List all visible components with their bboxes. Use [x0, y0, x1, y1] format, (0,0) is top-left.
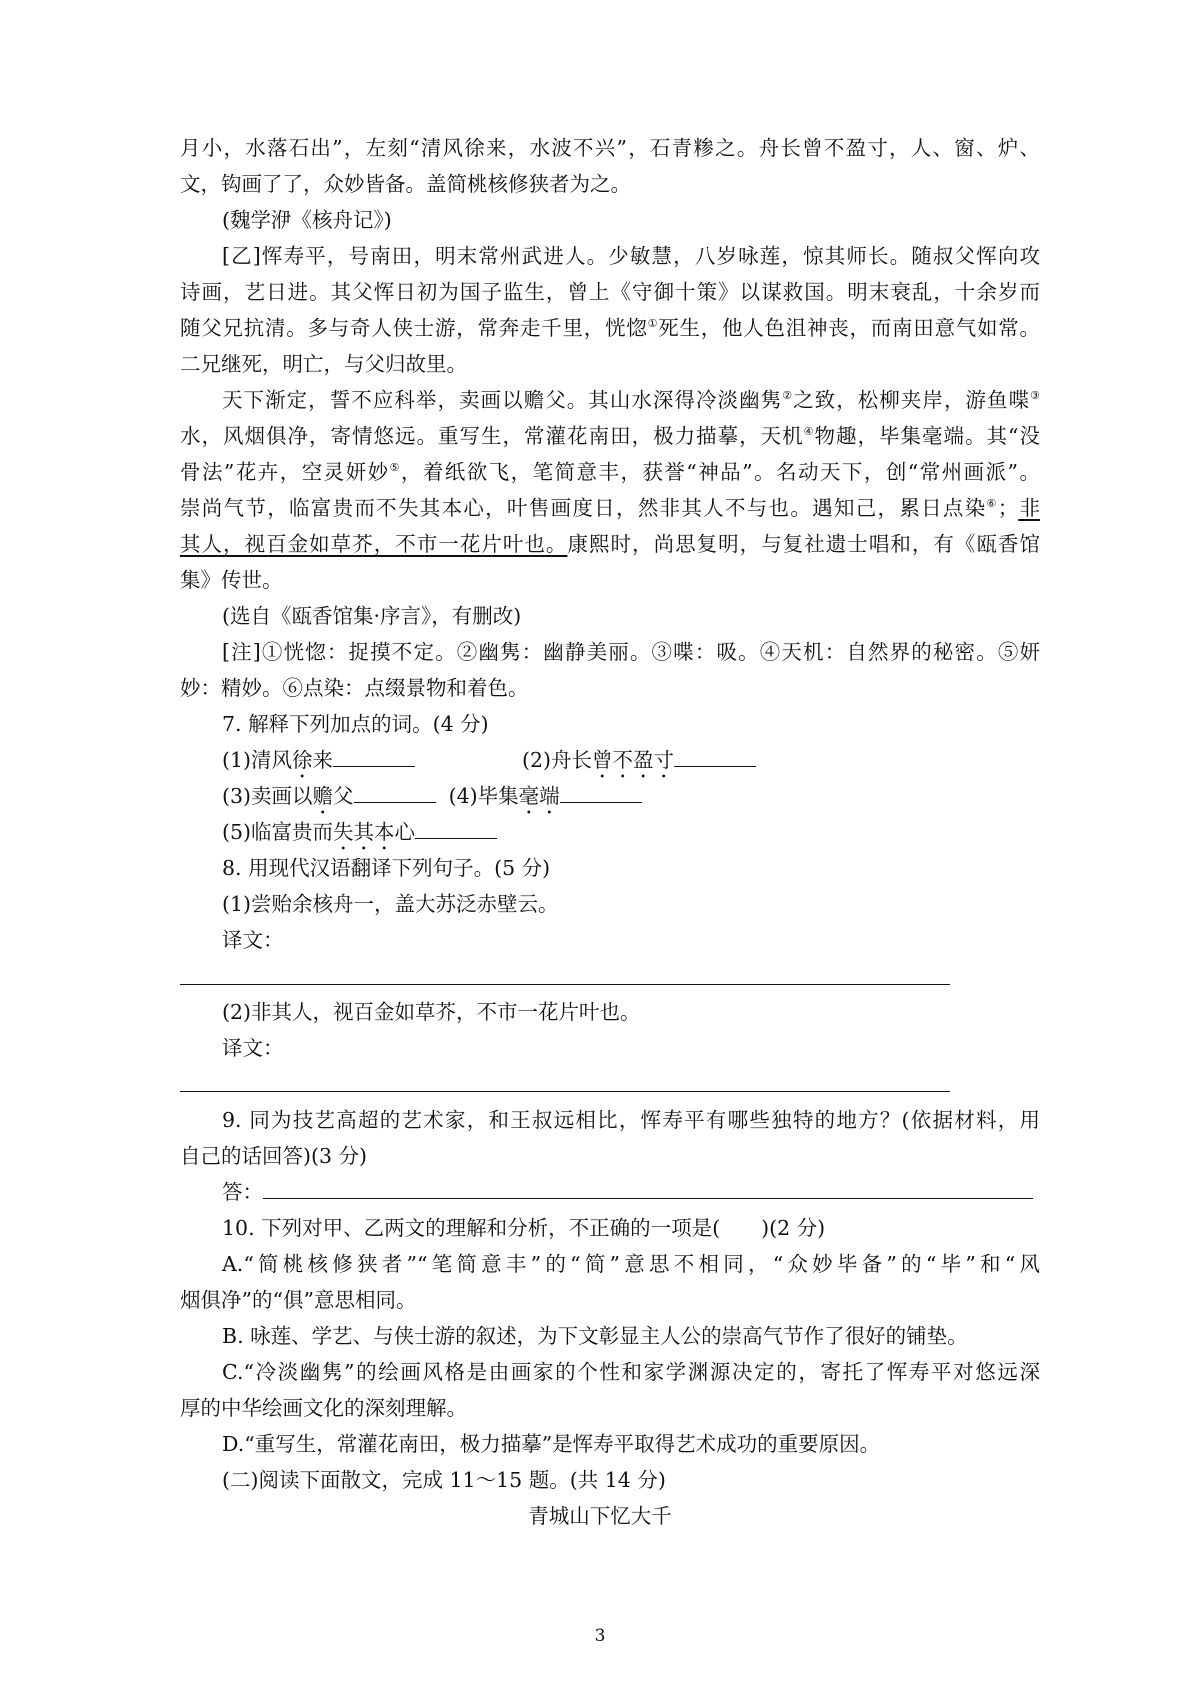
footnote-marker-2: ②	[782, 389, 794, 402]
q10-option-a-line-1: A.“简桃核修狭者”“笔简意丰”的“简”意思不相同，“众妙毕备”的“毕”和“风	[222, 1252, 1040, 1276]
q10-option-d: D.“重写生，常灌花南田，极力描摹”是恽寿平取得艺术成功的重要原因。	[222, 1432, 881, 1456]
q10-option-c-line-1: C.“冷淡幽隽”的绘画风格是由画家的个性和家学渊源决定的，寄托了恽寿平对悠远深	[222, 1360, 1040, 1384]
q8-answer-line-2[interactable]	[180, 1091, 950, 1092]
yi-p2-line-3b: ，着纸欲飞，笔简意丰，获誉“神品”。名动天下，创“常州画派”。	[400, 460, 1040, 484]
q7-item-5-dotted: 失其本	[333, 820, 395, 844]
q7-item-1-blank[interactable]	[333, 744, 415, 767]
yi-p1-line-3b: 死生，他人色沮神丧，而南田意气如常。	[658, 316, 1041, 340]
footnote-marker-1: ①	[647, 317, 659, 330]
q9-line-1: 9. 同为技艺高超的艺术家，和王叔远相比，恽寿平有哪些独特的地方？(依据材料，用	[222, 1108, 1040, 1132]
q8-stem: 8. 用现代汉语翻译下列句子。(5 分)	[222, 856, 551, 880]
essay-title: 青城山下忆大千	[528, 1504, 672, 1528]
footnote-marker-3: ③	[1030, 389, 1041, 402]
q9-answer-line[interactable]	[263, 1176, 1033, 1199]
yi-p2-line-6: 集》传世。	[180, 568, 283, 592]
jia-source: (魏学洢《核舟记》)	[222, 208, 392, 232]
q7-item-3-tail: 父	[333, 784, 354, 808]
q7-item-5-blank[interactable]	[415, 816, 497, 839]
yi-p2-line-1	[222, 384, 1040, 416]
yi-source: (选自《瓯香馆集·序言》，有删改)	[222, 604, 522, 628]
q10-option-b: B. 咏莲、学艺、与侠士游的叙述，为下文彰显主人公的崇高气节作了很好的铺垫。	[222, 1324, 968, 1348]
yi-p2-line-2	[180, 420, 1040, 452]
q7-item-4	[449, 784, 642, 808]
yi-p2-line-4a: 崇尚气节，临富贵而不失其本心，叶售画度日，然非其人不与也。遇知己，累日点染	[180, 496, 987, 520]
q7-item-2-blank[interactable]	[674, 744, 756, 767]
q7-item-3-dotted: 赡	[312, 784, 334, 808]
q7-row-3	[222, 816, 1040, 855]
q7-item-3-blank[interactable]	[354, 780, 436, 803]
q7-item-3	[222, 784, 436, 808]
q7-item-3-text: (3)卖画以	[222, 784, 313, 808]
q8-answer-line-1[interactable]	[180, 984, 950, 985]
yi-p1-line-2: 诗画，艺日进。其父恽日初为国子监生，曾上《守御十策》以谋救国。明末衰乱，十余岁而	[180, 280, 1040, 304]
footnote-marker-5: ⑤	[389, 461, 401, 474]
jia-line-2: 文，钩画了了，众妙皆备。盖简桃核修狭者为之。	[180, 172, 631, 196]
q9-line-2: 自己的话回答)(3 分)	[180, 1144, 368, 1168]
q7-stem: 7. 解释下列加点的词。(4 分)	[222, 712, 489, 736]
yi-p2-line-1b: 之致，松柳夹岸，游鱼喋	[793, 388, 1031, 412]
q7-item-1-dotted: 徐	[292, 748, 313, 772]
q7-item-1-tail: 来	[312, 748, 334, 772]
page-number: 3	[594, 1626, 606, 1646]
footnote-marker-4: ④	[803, 425, 815, 438]
q7-row-2	[222, 780, 1040, 819]
yi-p2-line-5b: 康熙时，尚思复明，与复社遗士唱和，有《瓯香馆	[567, 532, 1041, 556]
underlined-sentence-start: 非	[1018, 496, 1041, 520]
jia-line-1: 月小，水落石出”，左刻“清风徐来，水波不兴”，石青糁之。舟长曾不盈寸，人、窗、炉、	[180, 136, 1040, 160]
q8-sentence-1: (1)尝贻余核舟一，盖大苏泛赤壁云。	[222, 892, 559, 916]
q8-translation-label-1: 译文：	[222, 928, 284, 952]
yi-p1-line-1: [乙]恽寿平，号南田，明末常州武进人。少敏慧，八岁咏莲，惊其师长。随叔父恽向攻	[222, 244, 1040, 268]
q7-row-1	[222, 744, 1040, 783]
q9-answer-label: 答：	[222, 1180, 263, 1204]
q8-translation-label-2: 译文：	[222, 1036, 284, 1060]
yi-p1-line-4: 二兄继死，明亡，与父归故里。	[180, 352, 467, 376]
q7-item-1	[222, 744, 522, 783]
yi-p2-line-5	[180, 528, 1040, 560]
yi-p2-line-2b: 物趣，毕集毫端。其“没	[814, 424, 1040, 448]
yi-p2-line-3	[180, 456, 1040, 488]
q7-item-4-text: (4)毕集	[448, 784, 519, 808]
section-2-heading: (二)阅读下面散文，完成 11～15 题。(共 14 分)	[222, 1468, 666, 1492]
yi-p1-line-3	[180, 312, 1040, 344]
yi-p1-line-3a: 随父兄抗清。多与奇人侠士游，常奔走千里，恍惚	[180, 316, 648, 340]
yi-p2-line-2a: 水，风烟俱净，寄情悠远。重写生，常灌花南田，极力描摹，天机	[180, 424, 804, 448]
q9-answer-row	[222, 1176, 1040, 1208]
q7-item-2-dotted: 曾不盈寸	[592, 748, 675, 772]
q7-item-5-text: (5)临富贵而	[222, 820, 334, 844]
yi-p2-line-1a: 天下渐定，誓不应科举，卖画以赡父。其山水深得冷淡幽隽	[222, 388, 783, 412]
q7-item-5-tail: 心	[394, 820, 416, 844]
q7-item-1-text: (1)清风	[222, 748, 293, 772]
q10-option-c-line-2: 厚的中华绘画文化的深刻理解。	[180, 1396, 467, 1420]
underlined-sentence: 其人，视百金如草芥，不市一花片叶也。	[180, 532, 568, 556]
q10-stem: 10. 下列对甲、乙两文的理解和分析，不正确的一项是( )(2 分)	[222, 1216, 826, 1240]
yi-p2-line-4	[180, 492, 1040, 524]
q7-item-4-blank[interactable]	[560, 780, 642, 803]
footnote-marker-6: ⑥	[986, 497, 998, 510]
notes-line-2: 妙：精妙。⑥点染：点缀景物和着色。	[180, 676, 529, 700]
yi-p2-line-4b: ；	[997, 496, 1019, 520]
q7-item-4-dotted: 毫端	[518, 784, 560, 808]
notes-line-1: [注]①恍惚：捉摸不定。②幽隽：幽静美丽。③喋：吸。④天机：自然界的秘密。⑤妍	[222, 640, 1040, 664]
q10-option-a-line-2: 烟俱净”的“俱”意思相同。	[180, 1288, 417, 1312]
yi-p2-line-3a: 骨法”花卉，空灵妍妙	[180, 460, 390, 484]
q7-item-2	[522, 748, 756, 772]
q8-sentence-2: (2)非其人，视百金如草芥，不市一花片叶也。	[222, 1000, 641, 1024]
q7-item-2-text: (2)舟长	[522, 748, 593, 772]
